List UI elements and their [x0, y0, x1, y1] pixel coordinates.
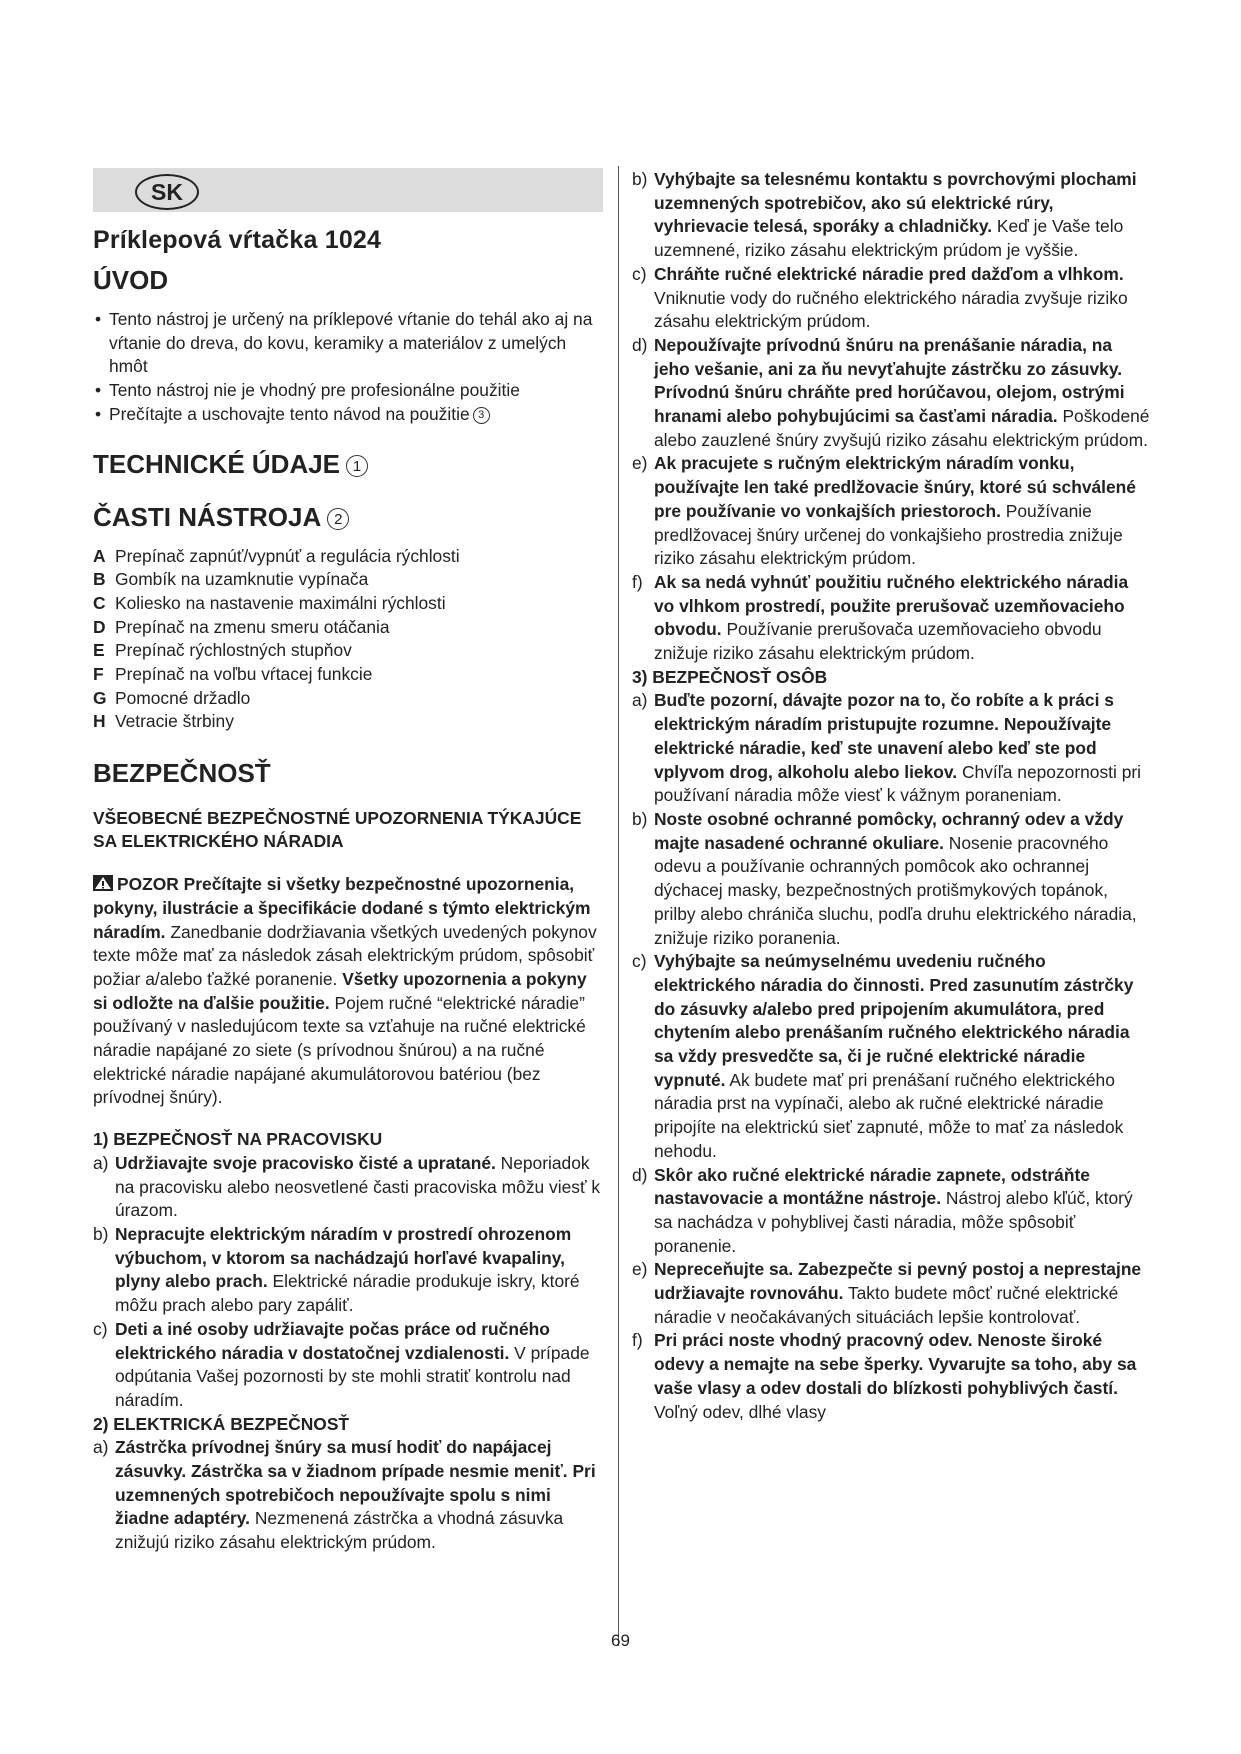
language-badge: SK	[135, 174, 199, 210]
part-item: E Prepínač rýchlostných stupňov	[93, 640, 352, 661]
list-item: b) Nepracujte elektrickým náradím v prostredí ohrozenom výbuchom, v ktorom sa nachádzajú horľavé kvapaliny, plyny alebo prach. Elektrické náradie produkuje iskry, ktoré môžu prach alebo pary zapáliť.	[93, 1223, 580, 1316]
list-item: a) Buďte pozorní, dávajte pozor na to, čo robíte a k práci s elektrickým náradím pristupujte rozumne. Nepoužívajte elektrické náradie, keď ste unavení alebo keď ste pod vplyvom drog, alkoholu alebo liekov. Chvíľa nepozornosti pri používaní náradia môže viesť k vážnym poraneniam.	[632, 690, 1142, 806]
part-item: B Gombík na uzamknutie vypínača	[93, 569, 369, 590]
warning-paragraph: POZOR Prečítajte si všetky bezpečnostné upozornenia, pokyny, ilustrácie a špecifikácie dodané s týmto elektrickým náradím. Zanedbanie dodržiavania všetkých uvedených pokynov texte môže mať za následok zásah elektrickým prúdom, spôsobiť požiar a/alebo ťažké poranenie. Všetky upozornenia a pokyny si odložte na ďalšie použitie. Pojem ručné “elektrické náradie” používaný v nasledujúcom texte sa vzťahuje na ručné elektrické náradie napájané zo siete (s prívodnou šnúrou) a na ručné elektrické náradie napájané akumulátorovou batériou (bez prívodnej šnúry).	[93, 874, 597, 1108]
general-warnings-subheading: VŠEOBECNÉ BEZPEČNOSTNÉ UPOZORNENIA TÝKAJÚCE SA ELEKTRICKÉHO NÁRADIA	[93, 808, 582, 852]
list-item: f) Ak sa nedá vyhnúť použitiu ručného elektrického náradia vo vlhkom prostredí, použite prerušovač uzemňovacieho obvodu. Používanie prerušovača uzemňovacieho obvodu znižuje riziko zásahu elektrickým prúdom.	[632, 571, 1129, 664]
right-column	[632, 168, 1152, 1424]
page-number: 69	[611, 1631, 630, 1650]
list-item: c) Deti a iné osoby udržiavajte počas práce od ručného elektrického náradia v dostatočnej vzdialenosti. V prípade odpútania Vašej pozornosti by ste mohli stratiť kontrolu nad náradím.	[93, 1318, 590, 1410]
parts-list	[93, 545, 603, 735]
list-item: c) Vyhýbajte sa neúmyselnému uvedeniu ručného elektrického náradia do činnosti. Pred zasunutím zástrčky do zásuvky a/alebo pred pripojením akumulátora, pred chytením alebo prenášaním ručného elektrického náradia sa vždy presvedčte sa, či je ručné elektrické náradie vypnuté. Ak budete mať pri prenášaní ručného elektrického náradia prst na vypínači, alebo ak ručné elektrické náradie pripojíte na elektrickú sieť zapnuté, môže to mať za následok nehodu.	[632, 951, 1134, 1161]
part-item: G Pomocné držadlo	[93, 687, 251, 708]
list-item: • Tento nástroj nie je vhodný pre profesionálne použitie	[93, 379, 603, 403]
intro-heading: ÚVOD	[93, 265, 169, 295]
warning-icon	[93, 875, 113, 891]
list-item: f) Pri práci noste vhodný pracovný odev. Nenoste široké odevy a nemajte na sebe šperky. Vyvarujte sa toho, aby sa vaše vlasy a odev dostali do blízkosti pohyblivých častí. Voľný odev, dlhé vlasy	[632, 1330, 1137, 1422]
part-item: A Prepínač zapnúť/vypnúť a regulácia rýchlosti	[93, 545, 460, 566]
part-item: C Koliesko na nastavenie maximálni rýchlosti	[93, 592, 446, 613]
list-item: c) Chráňte ručné elektrické náradie pred dažďom a vlhkom. Vniknutie vody do ručného elektrického náradia zvyšuje riziko zásahu elektrickým prúdom.	[632, 263, 1128, 332]
part-item: F Prepínač na voľbu vŕtacej funkcie	[93, 664, 373, 685]
column-divider	[618, 166, 619, 1646]
safety-heading: BEZPEČNOSŤ	[93, 758, 271, 789]
figure-ref-icon: 2	[327, 508, 349, 530]
electrical-safety-heading: 2) ELEKTRICKÁ BEZPEČNOSŤ	[93, 1413, 350, 1434]
product-title: Príklepová vŕtačka 1024	[93, 226, 382, 254]
list-item: e) Nepreceňujte sa. Zabezpečte si pevný postoj a neprestajne udržiavajte rovnováhu. Takto budete môcť ručné elektrické náradie v neočakávaných situáciách lepšie kontrolovať.	[632, 1259, 1142, 1327]
figure-ref-icon: 3	[473, 407, 490, 424]
part-item: D Prepínač na zmenu smeru otáčania	[93, 616, 390, 637]
parts-heading: ČASTI NÁSTROJA 2	[93, 502, 603, 533]
list-item: a) Zástrčka prívodnej šnúry sa musí hodiť do napájacej zásuvky. Zástrčka sa v žiadnom prípade nesmie meniť. Pri uzemnených spotrebičoch nepoužívajte spolu s nimi žiadne adaptéry. Nezmenená zástrčka a vhodná zásuvka znižujú riziko zásahu elektrickým prúdom.	[93, 1437, 596, 1553]
language-bar	[93, 168, 603, 212]
list-item: d) Nepoužívajte prívodnú šnúru na prenášanie náradia, na jeho vešanie, ani za ňu nevyťahujte zástrčku zo zásuvky. Prívodnú šnúru chráňte pred horúčavou, olejom, ostrými hranami alebo pohybujúcimi sa časťami náradia. Poškodené alebo zauzlené šnúry zvyšujú riziko zásahu elektrickým prúdom.	[632, 334, 1150, 450]
personal-safety-heading: 3) BEZPEČNOSŤ OSÔB	[632, 666, 828, 687]
list-item: • Prečítajte a uschovajte tento návod na použitie 3	[93, 403, 603, 427]
figure-ref-icon: 1	[346, 455, 368, 477]
left-column	[93, 226, 603, 1555]
list-item: d) Skôr ako ručné elektrické náradie zapnete, odstráňte nastavovacie a montážne nástroje. Nástroj alebo kľúč, ktorý sa nachádza v pohyblivej časti náradia, môže spôsobiť poranenie.	[632, 1164, 1133, 1256]
list-item: • Tento nástroj je určený na príklepové vŕtanie do tehál ako aj na vŕtanie do dreva, do kovu, keramiky a materiálov z umelých hmôt	[93, 308, 603, 379]
list-item: a) Udržiavajte svoje pracovisko čisté a upratané. Neporiadok na pracovisku alebo neosvetlené časti pracoviska môžu viesť k úrazom.	[93, 1152, 601, 1221]
intro-bullets	[93, 308, 603, 427]
list-item: b) Noste osobné ochranné pomôcky, ochranný odev a vždy majte nasadené ochranné okuliare. Nosenie pracovného odevu a používanie ochranných pomôcok ako ochrannej dýchacej masky, bezpečnostných protišmykových topánok, prilby alebo chrániča sluchu, podľa druhu elektrického náradia, znižuje riziko poranenia.	[632, 808, 1137, 948]
list-item: b) Vyhýbajte sa telesnému kontaktu s povrchovými plochami uzemnených spotrebičov, ako sú elektrické rúry, vyhrievacie telesá, sporáky a chladničky. Keď je Vaše telo uzemnené, riziko zásahu elektrickým prúdom je vyššie.	[632, 169, 1137, 261]
workplace-safety-heading: 1) BEZPEČNOSŤ NA PRACOVISKU	[93, 1129, 383, 1150]
tech-data-heading: TECHNICKÉ ÚDAJE 1	[93, 449, 603, 480]
part-item: H Vetracie štrbiny	[93, 711, 234, 732]
list-item: e) Ak pracujete s ručným elektrickým náradím vonku, používajte len také predlžovacie šnúry, ktoré sú schválené pre používanie vo vonkajších priestoroch. Používanie predlžovacej šnúry určenej do vonkajšieho prostredia znižuje riziko zásahu elektrickým prúdom.	[632, 453, 1136, 569]
